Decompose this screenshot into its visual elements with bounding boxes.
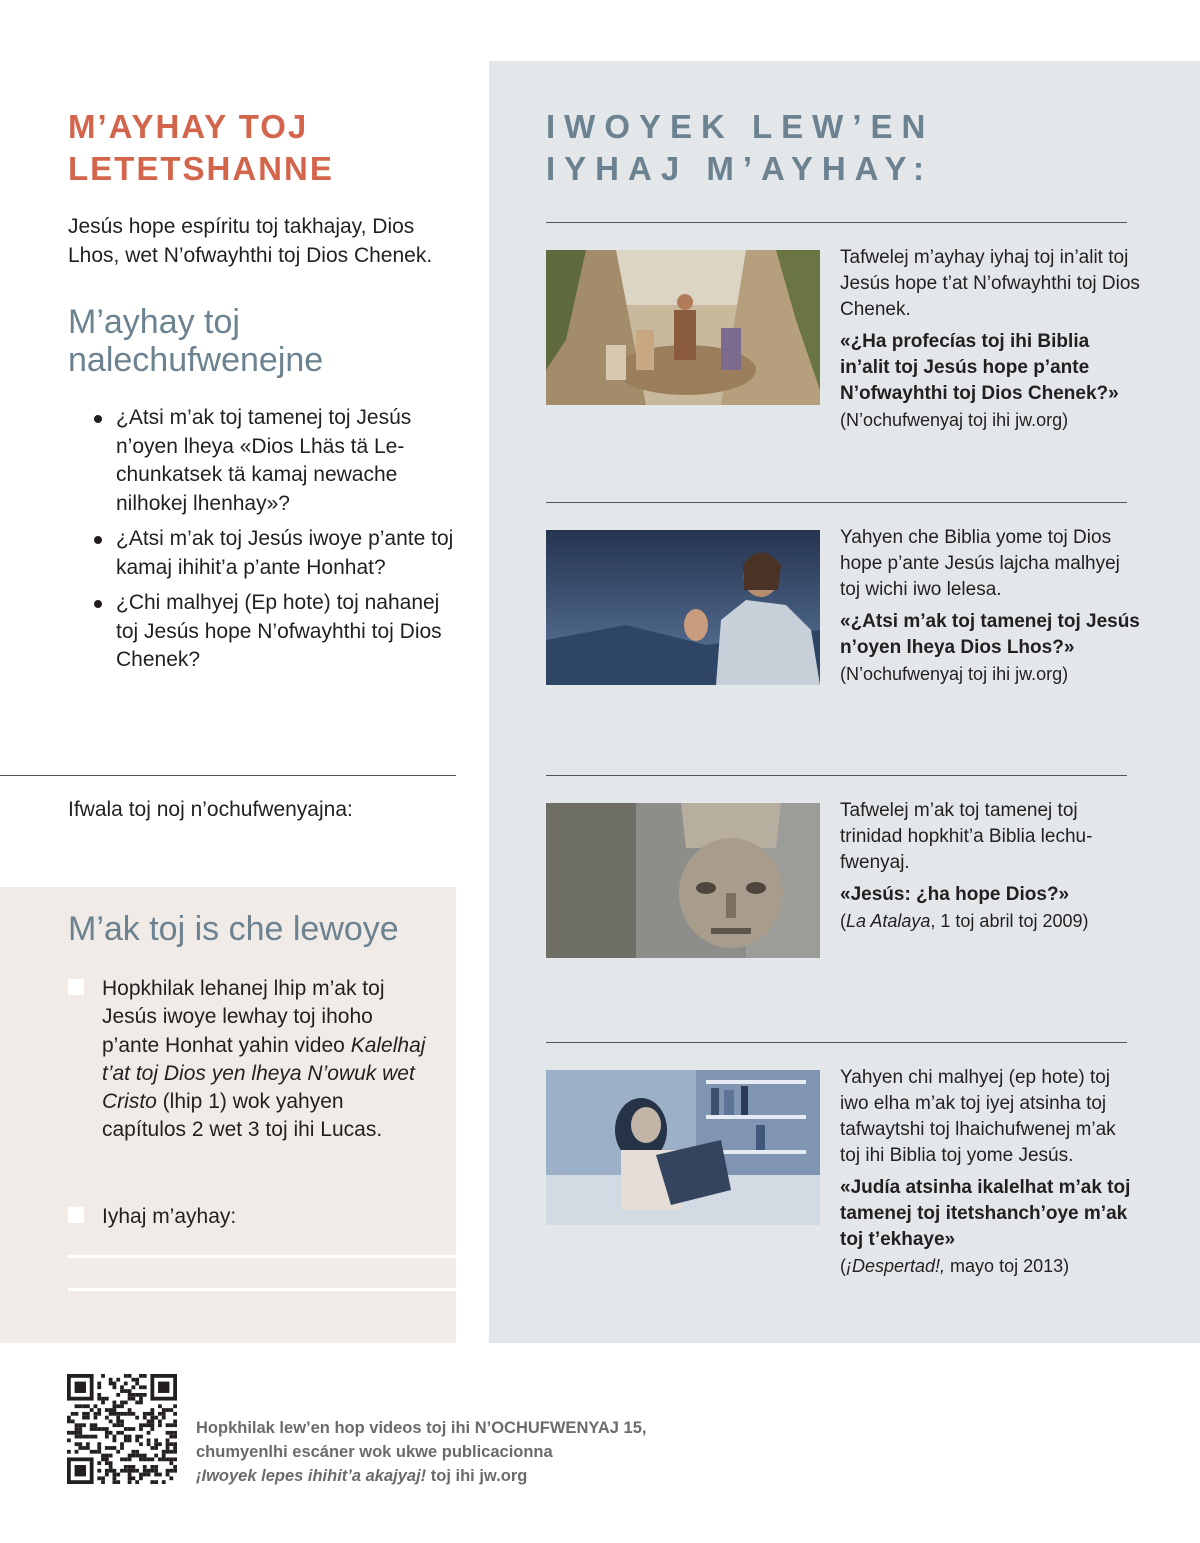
bullet-icon: [94, 600, 102, 608]
woman-reading-image[interactable]: [546, 1070, 820, 1225]
resource-source: (N’ochufwenyaj toj ihi jw.org): [840, 410, 1069, 430]
more-heading: IWOYEK LEW’EN IYHAJ M’AYHAY:: [546, 108, 935, 187]
bullet-icon: [94, 415, 102, 423]
resource-source: (La Atalaya, 1 toj abril toj 2009): [840, 911, 1089, 931]
question-text: ¿Atsi m’ak toj tamenej toj Jesús n’oyen lheya «Dios Lhäs tä Lechunkatsek tä kamaj newache nilhokej lhenhay»?: [116, 406, 412, 515]
resource-link[interactable]: «¿Ha profecías toj ihi Biblia in’alit toj Jesús hope p’ante N’ofwayhthi toj Dios Chenek?»: [840, 331, 1119, 404]
bullet-icon: [94, 536, 102, 544]
video-title: Kalelhaj t’at toj Dios yen lheya N’owuk wet Cristo: [102, 1033, 426, 1114]
question-item: [92, 525, 457, 582]
resource-entry: [840, 1065, 1140, 1279]
question-item: [92, 589, 457, 675]
resource-description: Tafwelej m’ayhay iyhaj toj in’alit toj Jesús hope t’at N’ofwayhthi toj Dios Chenek.: [840, 247, 1140, 320]
divider: [546, 222, 1127, 223]
illustration: [546, 1070, 820, 1225]
resource-link[interactable]: «¿Atsi m’ak toj tamenej toj Jesús n’oyen lheya Dios Lhos?»: [840, 611, 1140, 658]
resource-link[interactable]: «Jesús: ¿ha hope Dios?»: [840, 884, 1070, 905]
resource-source: (¡Despertad!, mayo toj 2013): [840, 1256, 1070, 1276]
resource-entry: [840, 245, 1140, 433]
resource-entry: [840, 798, 1140, 934]
illustration: [546, 250, 820, 405]
checkbox-icon[interactable]: [68, 979, 84, 995]
footer-line: Hopkhilak lew’en hop videos toj ihi N’OCHUFWENYAJ 15,: [196, 1419, 647, 1437]
question-item: [92, 404, 457, 518]
question-text: ¿Atsi m’ak toj Jesús iwoye p’ante toj kamaj ihihit’a p’ante Honhat?: [116, 527, 454, 579]
checklist-item-video: [68, 975, 428, 1145]
illustration: [546, 803, 820, 958]
qr-code-icon[interactable]: [67, 1374, 177, 1484]
footer-publication-title: ¡Iwoyek lepes ihihit’a akajyaj!: [196, 1467, 427, 1485]
checkbox-icon[interactable]: [68, 1207, 84, 1223]
footer-line: chumyenlhi escáner wok ukwe publicacionna: [196, 1443, 553, 1461]
jesus-praying-image[interactable]: [546, 530, 820, 685]
write-in-line[interactable]: [68, 1288, 456, 1291]
footer-line: toj ihi jw.org: [426, 1467, 528, 1485]
resource-source: (N’ochufwenyaj toj ihi jw.org): [840, 664, 1069, 684]
checklist-item-other: [68, 1203, 428, 1231]
notes-label: Ifwala toj noj n’ochufwenyajna:: [68, 798, 353, 821]
divider: [0, 775, 456, 776]
resource-description: Tafwelej m’ak toj tamenej toj trinidad hopkhit’a Biblia lechufwenyaj.: [840, 800, 1093, 873]
summary-text: Jesús hope espíritu toj takhajay, Dios Lhos, wet N’ofwayhthi toj Dios Chenek.: [68, 215, 433, 267]
summary-title: M’AYHAY TOJ LETETSHANNE: [68, 108, 334, 187]
write-in-line[interactable]: [68, 1255, 456, 1258]
divider: [546, 502, 1127, 503]
jesus-entering-jerusalem-image[interactable]: [546, 250, 820, 405]
explore-title: M’ak toj is che lewoye: [68, 910, 399, 948]
divider: [546, 775, 1127, 776]
question-text: ¿Chi malhyej (Ep hote) toj nahanej toj Jesús hope N’ofwayhthi toj Dios Chenek?: [116, 591, 442, 671]
footer-text: [196, 1416, 646, 1488]
questions-title: M’ayhay toj nalechufwenejne: [68, 303, 324, 379]
three-faced-carving-image[interactable]: [546, 803, 820, 958]
checklist-item-text: Iyhaj m’ayhay:: [102, 1205, 237, 1228]
resource-description: Yahyen chi malhyej (ep hote) toj iwo elha m’ak toj iyej atsinha toj tafwaytshi toj lhaichufwenej m’ak toj ihi Biblia toj yome Jesús.: [840, 1067, 1116, 1166]
illustration: [546, 530, 820, 685]
checklist-item-text: Hopkhilak lehanej lhip m’ak toj Jesús iwoye lewhay toj ihoho p’ante Honhat yahin video Kalelhaj t’at toj Dios yen lheya N’owuk wet Cristo (lhip 1) wok yahyen capítulos 2 wet 3 toj ihi Lucas.: [102, 977, 426, 1142]
resource-link[interactable]: «Judía atsinha ikalelhat m’ak toj tamenej toj itetshanch’oye m’ak toj t’ekhaye»: [840, 1177, 1131, 1250]
resource-entry: [840, 525, 1140, 687]
divider: [546, 1042, 1127, 1043]
resource-description: Yahyen che Biblia yome toj Dios hope p’ante Jesús lajcha malhyej toj wichi iwo lelesa.: [840, 527, 1120, 600]
questions-list: [92, 404, 457, 682]
